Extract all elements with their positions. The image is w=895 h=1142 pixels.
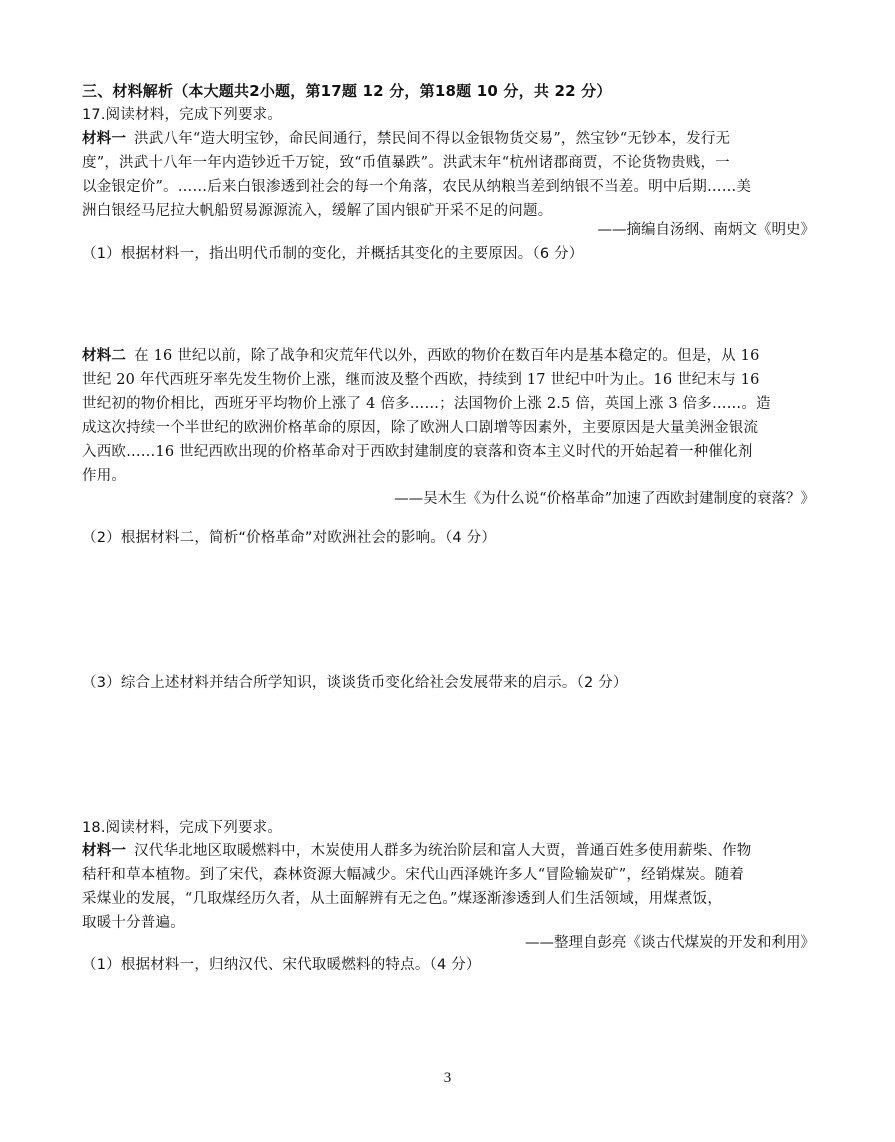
q17-material2-line5: 入西欧……16 世纪西欧出现的价格革命对于西欧封建制度的衰落和资本主义时代的开始起着一种催化剂: [82, 444, 753, 460]
q17-material2-label: 材料二: [82, 348, 127, 364]
q17-material2-line4: 成这次持续一个半世纪的欧洲价格革命的原因，除了欧洲人口剧增等因素外，主要原因是大量美洲金银流: [82, 420, 759, 436]
q18-material1-line1: [82, 840, 752, 862]
q18-material1-text: 汉代华北地区取暖燃料中，木炭使用人群多为统治阶层和富人大贾，普通百姓多使用薪柴、作物: [134, 843, 752, 859]
q17-material1-source: ——摘编自汤纲、南炳文《明史》: [597, 222, 815, 238]
q17-material1-label: 材料一: [82, 131, 127, 147]
q17-material2-line1: [82, 345, 760, 367]
q17-material2-line6: 作用。: [82, 468, 127, 484]
page-number: 3: [443, 1070, 452, 1086]
q18-material1-line4: 取暖十分普遍。: [82, 915, 185, 931]
q18-material1-label: 材料一: [82, 843, 127, 859]
q17-material2-source: ——吴木生《为什么说“价格革命”加速了西欧封建制度的衰落？》: [394, 491, 815, 507]
q17-material1-line2: 度”，洪武十八年一年内造钞近千万锭，致“币值暴跌”。洪武末年“杭州诸郡商贾，不论货物贵贱，一: [82, 155, 730, 171]
q18-material1-source: ——整理自彭亮《谈古代煤炭的开发和利用》: [525, 935, 815, 951]
q18-question1: （1）根据材料一，归纳汉代、宋代取暖燃料的特点。（4 分）: [82, 957, 481, 973]
section-header: 三、材料解析（本大题共2小题，第17题 12 分，第18题 10 分，共 22 分）: [82, 82, 612, 100]
q17-material1-line1: [82, 128, 730, 150]
q17-intro: 17.阅读材料，完成下列要求。: [82, 107, 283, 123]
q18-material1-line3: 采煤业的发展，“几取煤经历久者，从土面解辨有无之色。”煤逐渐渗透到人们生活领域，用煤煮饭，: [82, 891, 723, 907]
q17-question3: （3）综合上述材料并结合所学知识，谈谈货币变化给社会发展带来的启示。（2 分）: [82, 675, 628, 691]
q17-material1-line3: 以金银定价”。……后来白银渗透到社会的每一个角落，农民从纳粮当差到纳银不当差。明中后期……美: [82, 179, 752, 195]
q17-question1: （1）根据材料一，指出明代币制的变化，并概括其变化的主要原因。（6 分）: [82, 246, 584, 262]
q17-material2-text: 在 16 世纪以前，除了战争和灾荒年代以外，西欧的物价在数百年内是基本稳定的。但是，从 16: [134, 348, 760, 364]
q17-material1-line4: 洲白银经马尼拉大帆船贸易源源流入，缓解了国内银矿开采不足的问题。: [82, 203, 553, 219]
q18-intro: 18.阅读材料，完成下列要求。: [82, 820, 283, 836]
q17-material1-text: 洪武八年“造大明宝钞，命民间通行，禁民间不得以金银物货交易”，然宝钞“无钞本，发行无: [134, 131, 731, 147]
q18-material1-line2: 秸秆和草本植物。到了宋代，森林资源大幅减少。宋代山西泽姚许多人“冒险输炭矿”，经销煤炭。随着: [82, 867, 745, 883]
q17-material2-line3: 世纪初的物价相比，西班牙平均物价上涨了 4 倍多……；法国物价上涨 2.5 倍，英国上涨 3 倍多……。造: [82, 396, 771, 412]
q17-question2: （2）根据材料二，简析“价格革命”对欧洲社会的影响。（4 分）: [82, 530, 497, 546]
q17-material2-line2: 世纪 20 年代西班牙率先发生物价上涨，继而波及整个西欧，持续到 17 世纪中叶为止。16 世纪末与 16: [82, 372, 760, 388]
